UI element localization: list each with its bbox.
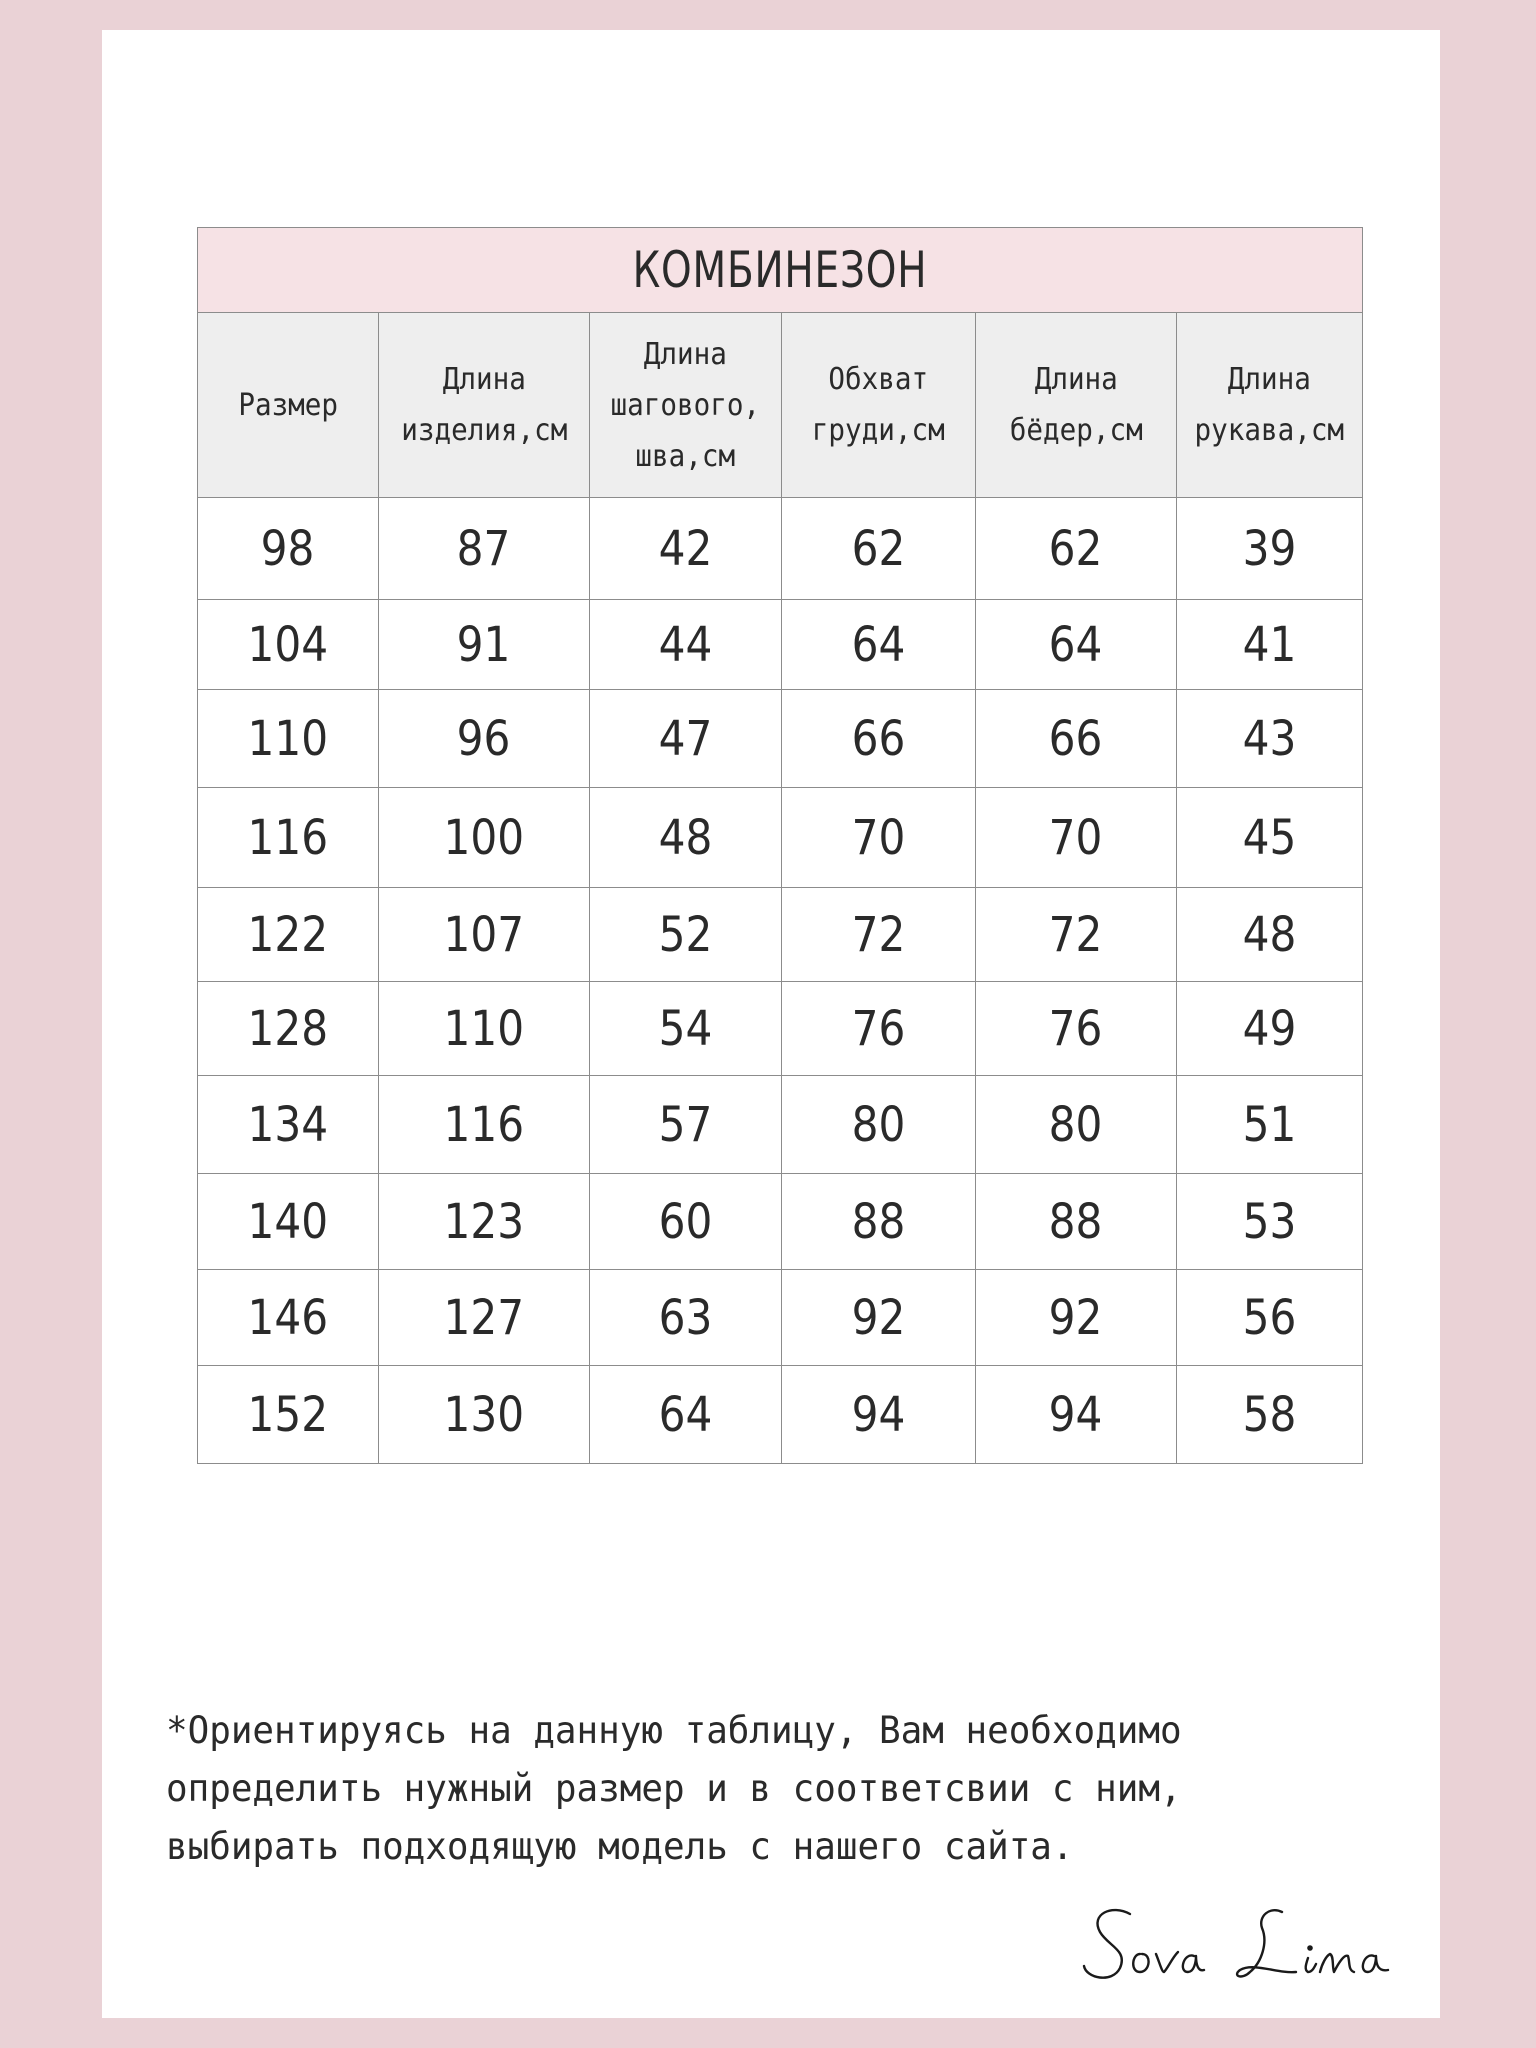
- table-row: [198, 982, 1363, 1076]
- cell-inseam: 54: [590, 982, 782, 1076]
- cell-length: 96: [379, 690, 590, 788]
- cell-hips: 94: [976, 1366, 1177, 1464]
- cell-chest: 66: [782, 690, 976, 788]
- note-line: *Ориентируясь на данную таблицу, Вам необходимо: [166, 1709, 1182, 1752]
- cell-hips: 66: [976, 690, 1177, 788]
- cell-sleeve: 43: [1177, 690, 1363, 788]
- cell-size: 122: [198, 888, 379, 982]
- size-note: [166, 1702, 1316, 1876]
- brand-logo: [1082, 1892, 1402, 1992]
- cell-sleeve: 45: [1177, 788, 1363, 888]
- table-header-row: [198, 313, 1363, 498]
- cell-inseam: 63: [590, 1270, 782, 1366]
- cell-chest: 94: [782, 1366, 976, 1464]
- cell-sleeve: 48: [1177, 888, 1363, 982]
- cell-sleeve: 49: [1177, 982, 1363, 1076]
- cell-size: 134: [198, 1076, 379, 1174]
- cell-length: 116: [379, 1076, 590, 1174]
- cell-inseam: 42: [590, 498, 782, 600]
- cell-sleeve: 58: [1177, 1366, 1363, 1464]
- cell-size: 128: [198, 982, 379, 1076]
- cell-hips: 64: [976, 600, 1177, 690]
- table-row: [198, 1174, 1363, 1270]
- table-row: [198, 498, 1363, 600]
- table-title: КОМБИНЕЗОН: [198, 228, 1363, 313]
- cell-length: 110: [379, 982, 590, 1076]
- cell-size: 152: [198, 1366, 379, 1464]
- header-inseam: Длина шагового, шва,см: [590, 313, 782, 498]
- cell-hips: 88: [976, 1174, 1177, 1270]
- cell-chest: 72: [782, 888, 976, 982]
- header-sleeve: Длина рукава,см: [1177, 313, 1363, 498]
- cell-chest: 88: [782, 1174, 976, 1270]
- cell-chest: 70: [782, 788, 976, 888]
- table-row: [198, 788, 1363, 888]
- size-table: [197, 227, 1363, 1464]
- header-chest: Обхват груди,см: [782, 313, 976, 498]
- cell-hips: 80: [976, 1076, 1177, 1174]
- header-hips: Длина бёдер,см: [976, 313, 1177, 498]
- cell-length: 123: [379, 1174, 590, 1270]
- note-line: выбирать подходящую модель с нашего сайта.: [166, 1825, 1074, 1868]
- cell-hips: 72: [976, 888, 1177, 982]
- cell-inseam: 57: [590, 1076, 782, 1174]
- cell-size: 110: [198, 690, 379, 788]
- cell-sleeve: 39: [1177, 498, 1363, 600]
- cell-size: 104: [198, 600, 379, 690]
- cell-sleeve: 56: [1177, 1270, 1363, 1366]
- cell-hips: 62: [976, 498, 1177, 600]
- table-row: [198, 690, 1363, 788]
- cell-chest: 64: [782, 600, 976, 690]
- table-row: [198, 1270, 1363, 1366]
- cell-length: 127: [379, 1270, 590, 1366]
- size-chart-card: [102, 30, 1440, 2018]
- cell-length: 91: [379, 600, 590, 690]
- cell-length: 87: [379, 498, 590, 600]
- table-row: [198, 888, 1363, 982]
- note-line: определить нужный размер и в соответсвии с ним,: [166, 1767, 1182, 1810]
- table-row: [198, 1366, 1363, 1464]
- table-body: [198, 498, 1363, 1464]
- cell-size: 140: [198, 1174, 379, 1270]
- cell-chest: 76: [782, 982, 976, 1076]
- cell-chest: 62: [782, 498, 976, 600]
- cell-inseam: 52: [590, 888, 782, 982]
- cell-size: 98: [198, 498, 379, 600]
- table-title-row: [198, 228, 1363, 313]
- cell-inseam: 44: [590, 600, 782, 690]
- cell-length: 130: [379, 1366, 590, 1464]
- table-row: [198, 600, 1363, 690]
- cell-inseam: 47: [590, 690, 782, 788]
- header-length: Длина изделия,см: [379, 313, 590, 498]
- cell-size: 116: [198, 788, 379, 888]
- cell-inseam: 60: [590, 1174, 782, 1270]
- cell-size: 146: [198, 1270, 379, 1366]
- cell-hips: 92: [976, 1270, 1177, 1366]
- table-row: [198, 1076, 1363, 1174]
- cell-chest: 92: [782, 1270, 976, 1366]
- cell-length: 100: [379, 788, 590, 888]
- header-size: Размер: [198, 313, 379, 498]
- cell-length: 107: [379, 888, 590, 982]
- cell-inseam: 48: [590, 788, 782, 888]
- cell-sleeve: 51: [1177, 1076, 1363, 1174]
- cell-sleeve: 53: [1177, 1174, 1363, 1270]
- cell-hips: 76: [976, 982, 1177, 1076]
- cell-sleeve: 41: [1177, 600, 1363, 690]
- cell-chest: 80: [782, 1076, 976, 1174]
- cell-inseam: 64: [590, 1366, 782, 1464]
- cell-hips: 70: [976, 788, 1177, 888]
